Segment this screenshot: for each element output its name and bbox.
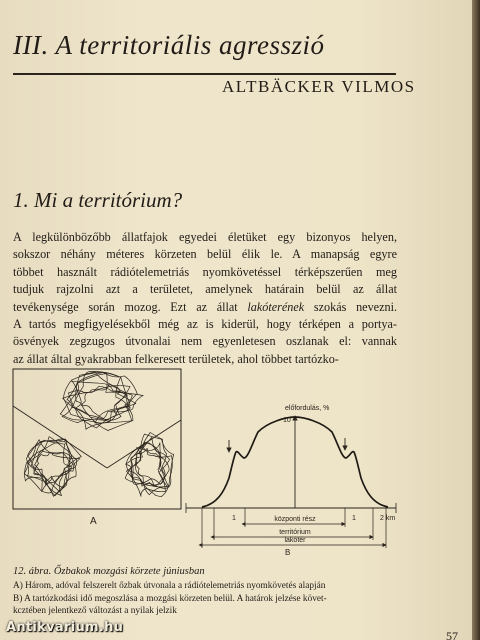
paragraph-line: sokszor néhány méteres körzeten belül élik le. A manapság egyre	[13, 247, 397, 262]
y-axis-label: előfordulás, %	[285, 405, 330, 412]
figure-caption	[13, 566, 415, 618]
span-label-lakoter: lakótér	[284, 537, 306, 544]
paragraph-line: A legkülönbözőbb állatfajok egyedei életüket egy bizonyos helyen,	[13, 230, 397, 244]
section-heading: 1. Mi a territórium?	[13, 188, 183, 212]
figure-panel-b-distribution	[182, 396, 412, 556]
figure-panel-a-tracks	[12, 368, 182, 530]
movement-tracks	[24, 371, 173, 496]
paragraph-line: ösvények zegzugos útvonalai nem egyenletesen oszlanak el: vannak	[13, 334, 397, 349]
caption-line: B) A tartózkodási idő megoszlása a mozgási körzeten belül. A határok jelzése követ-	[13, 593, 327, 604]
paragraph-line: többet használt rádiótelemetriás nyomkövetéssel térképszerűen meg	[13, 264, 397, 279]
caption-line: kcztében jelentkező változást a nyilak jelzik	[13, 606, 177, 617]
watermark-logo: Antikvarium.hu	[6, 620, 124, 635]
paragraph-line: tudjuk rajzolni azt a területet, amelynek határain belül az állat	[13, 282, 397, 297]
text-segment: tevékenysége során mozog. Ezt az állat	[13, 299, 248, 314]
track-path	[76, 374, 143, 422]
paragraph-line: A tartós megfigyelésekből még az is kiderül, hogy térképen a portya-	[13, 317, 397, 332]
title-rule	[13, 73, 396, 75]
x-tick-label: 1	[232, 515, 236, 522]
emphasis-term: lakóterének	[247, 299, 305, 314]
chapter-title: III. A territoriális agresszió	[13, 30, 325, 60]
span-label-territorium: territórium	[279, 529, 311, 536]
x-tick-label: 2 km	[380, 515, 396, 522]
caption-title: 12. ábra. Őzbakok mozgási körzete júniusban	[13, 566, 205, 577]
page-edge-shadow	[472, 0, 480, 640]
page-number: 57	[446, 629, 458, 640]
caption-line: A) Három, adóval felszerelt őzbak útvonala a rádiótelemetriás nyomkövetés alapján	[13, 581, 326, 592]
y-tick-label: 10	[283, 417, 291, 424]
panel-b-label: B	[285, 548, 291, 556]
paragraph-line: az állat által gyakrabban felkeresett területek, ahol többet tartózko-	[13, 351, 339, 366]
text-segment: szokás nevezni.	[304, 299, 398, 314]
author-name: ALTBÄCKER VILMOS	[222, 77, 416, 96]
track-path	[81, 385, 130, 420]
divider-line	[13, 406, 107, 468]
body-paragraph	[13, 229, 397, 368]
paragraph-line	[13, 299, 397, 316]
panel-a-label: A	[90, 516, 97, 527]
span-label-kozponti: központi rész	[274, 516, 316, 523]
x-tick-label: 1	[352, 515, 356, 522]
